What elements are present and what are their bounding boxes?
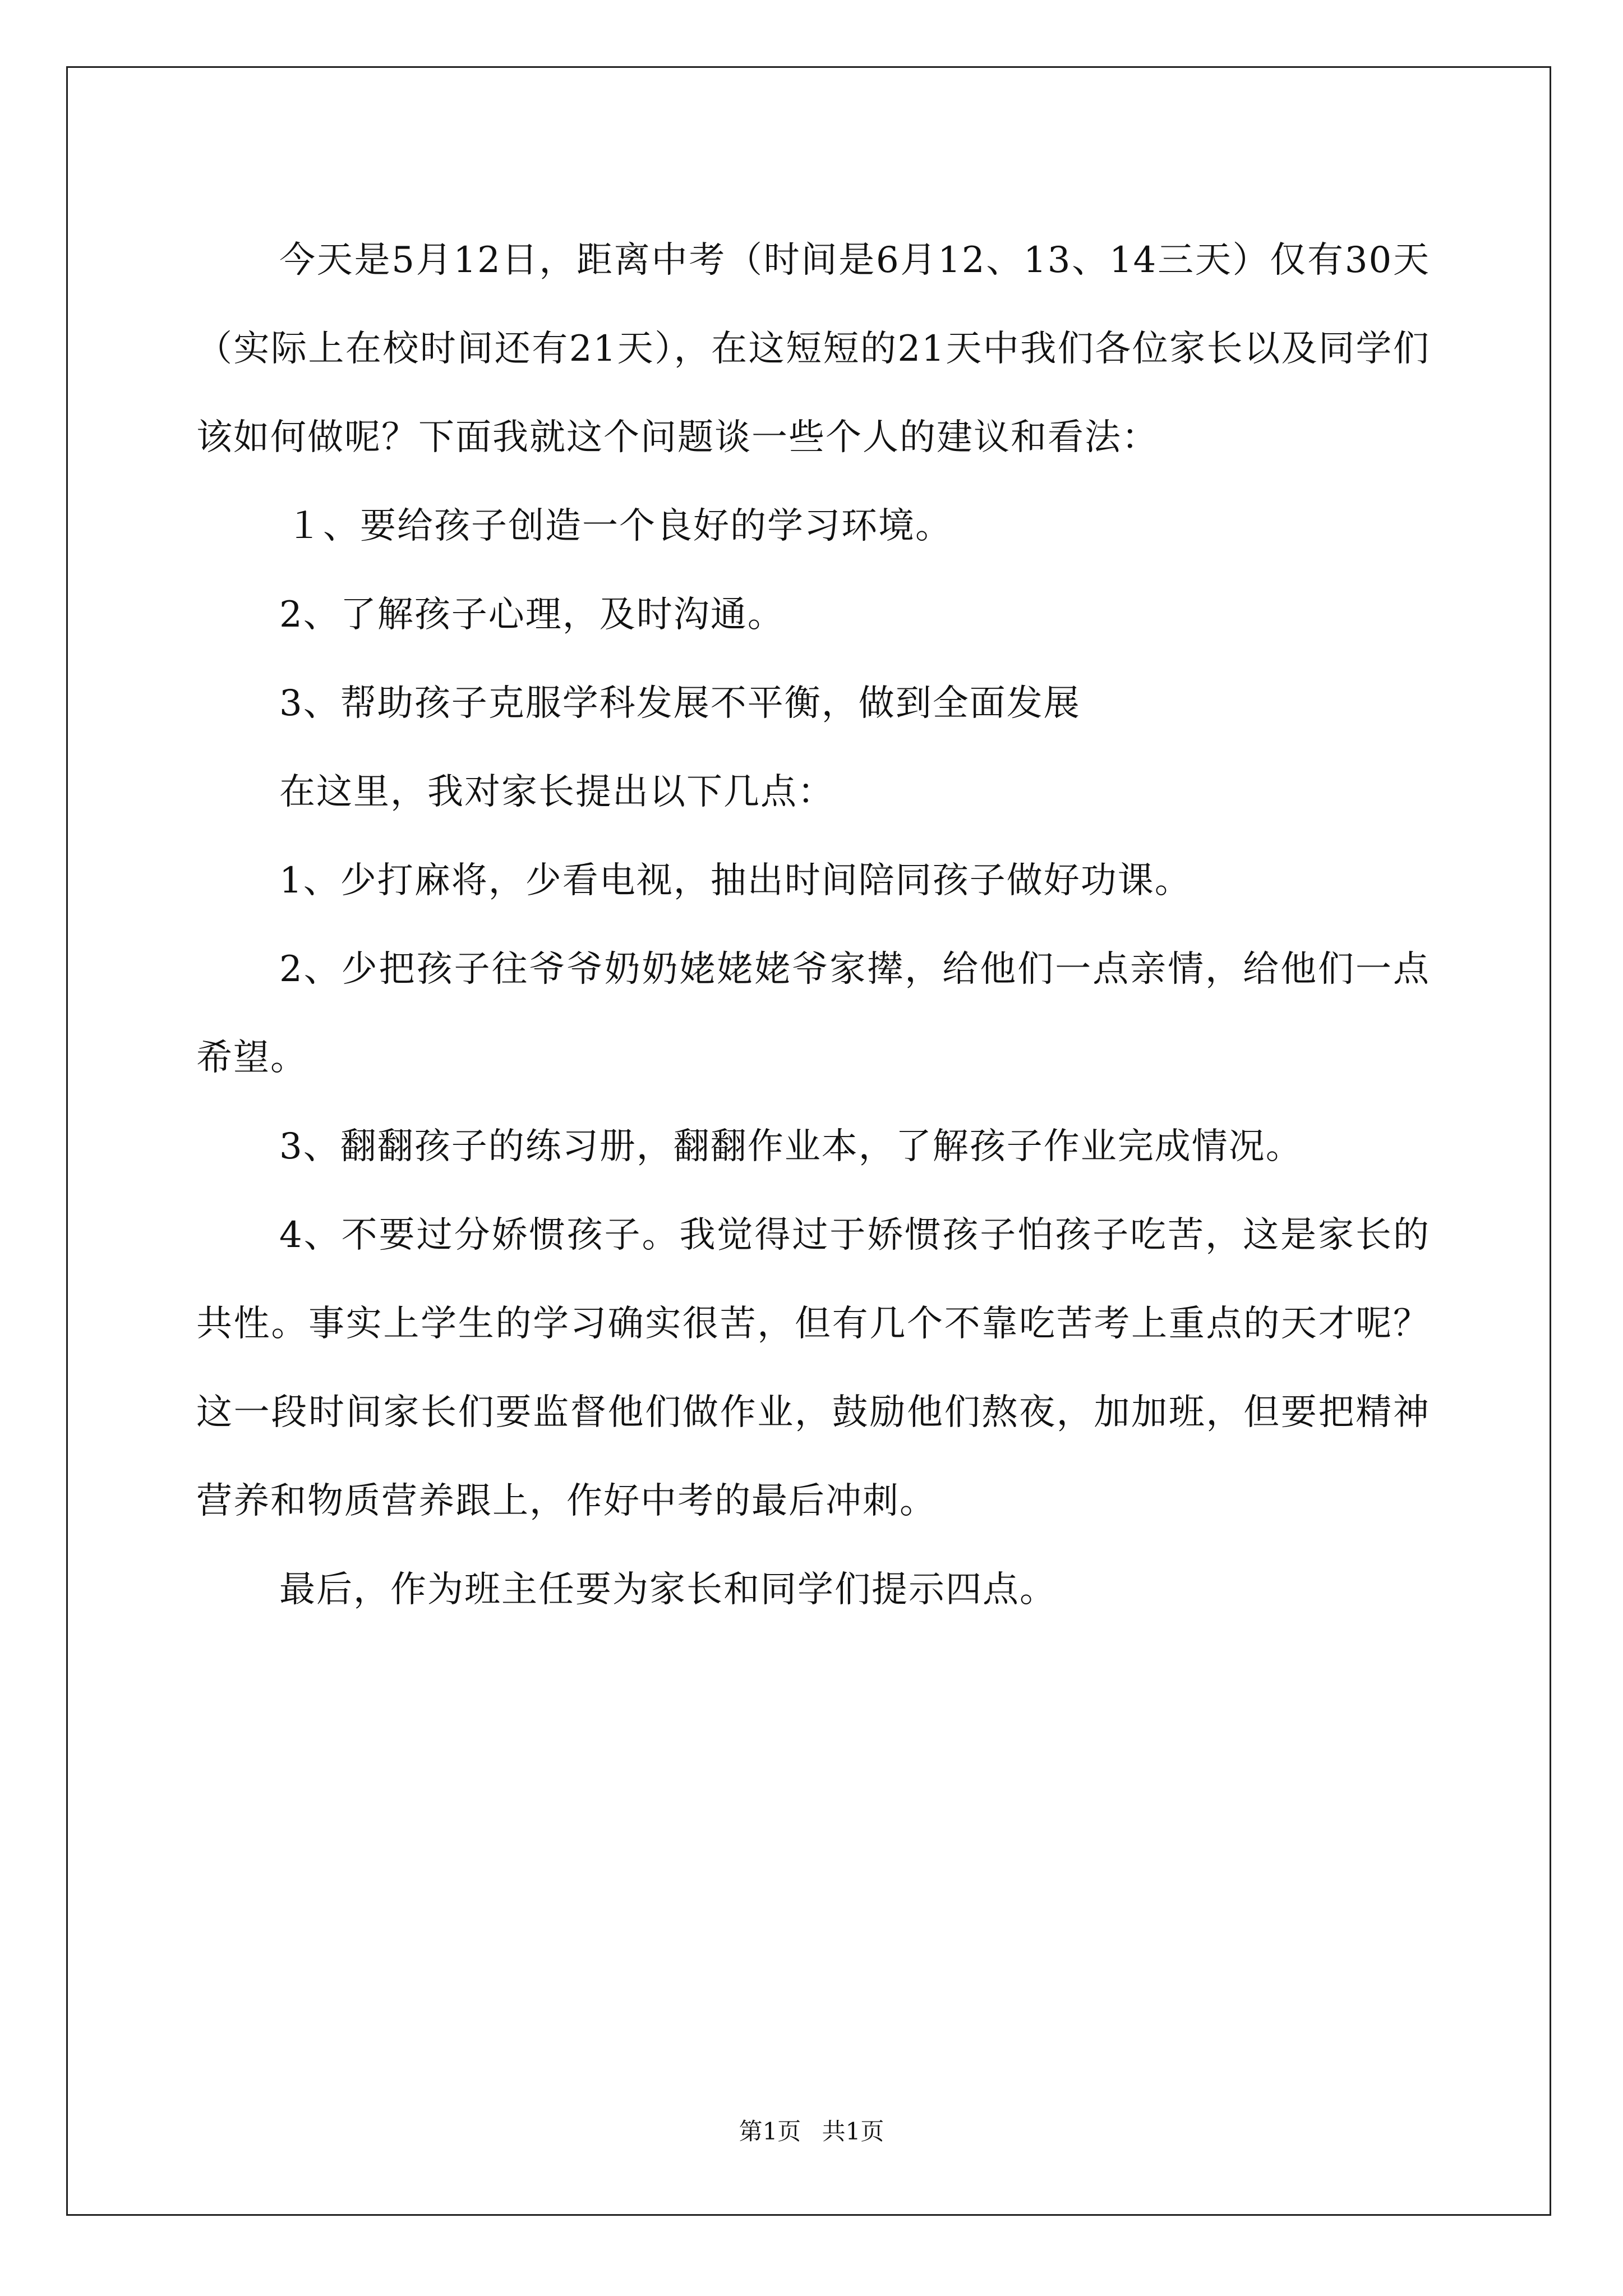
document-body: [196, 216, 1430, 1634]
paragraph-parents-2: 2、少把孩子往爷爷奶奶姥姥姥爷家撵，给他们一点亲情，给他们一点希望。: [196, 949, 1430, 1079]
paragraph-item-3: 3、帮助孩子克服学科发展不平衡，做到全面发展: [279, 683, 1081, 724]
paragraph-parents-3: 3、翻翻孩子的练习册，翻翻作业本，了解孩子作业完成情况。: [279, 1126, 1303, 1167]
page-footer: [0, 2115, 1623, 2148]
paragraph-closing: 最后，作为班主任要为家长和同学们提示四点。: [279, 1569, 1057, 1611]
paragraph-parents-4: 4、不要过分娇惯孩子。我觉得过于娇惯孩子怕孩子吃苦，这是家长的共性。事实上学生的学习确实很苦，但有几个不靠吃苦考上重点的天才呢？这一段时间家长们要监督他们做作业，鼓励他们熬夜，加加班，但要把精神营养和物质营养跟上，作好中考的最后冲刺。: [196, 1214, 1430, 1522]
paragraph-item-2: 2、了解孩子心理，及时沟通。: [279, 594, 785, 636]
page-total: 共1页: [822, 2118, 884, 2145]
paragraph-parents-intro: 在这里，我对家长提出以下几点：: [279, 771, 834, 813]
page-number: 第1页: [739, 2118, 801, 2145]
paragraph-item-1: １、要给孩子创造一个良好的学习环境。: [286, 505, 952, 547]
paragraph-parents-1: 1、少打麻将，少看电视，抽出时间陪同孩子做好功课。: [279, 860, 1192, 901]
paragraph-intro: 今天是5月12日，距离中考（时间是6月12、13、14三天）仅有30天（实际上在校时间还有21天），在这短短的21天中我们各位家长以及同学们该如何做呢？下面我就这个问题谈一些个人的建议和看法：: [196, 240, 1430, 458]
